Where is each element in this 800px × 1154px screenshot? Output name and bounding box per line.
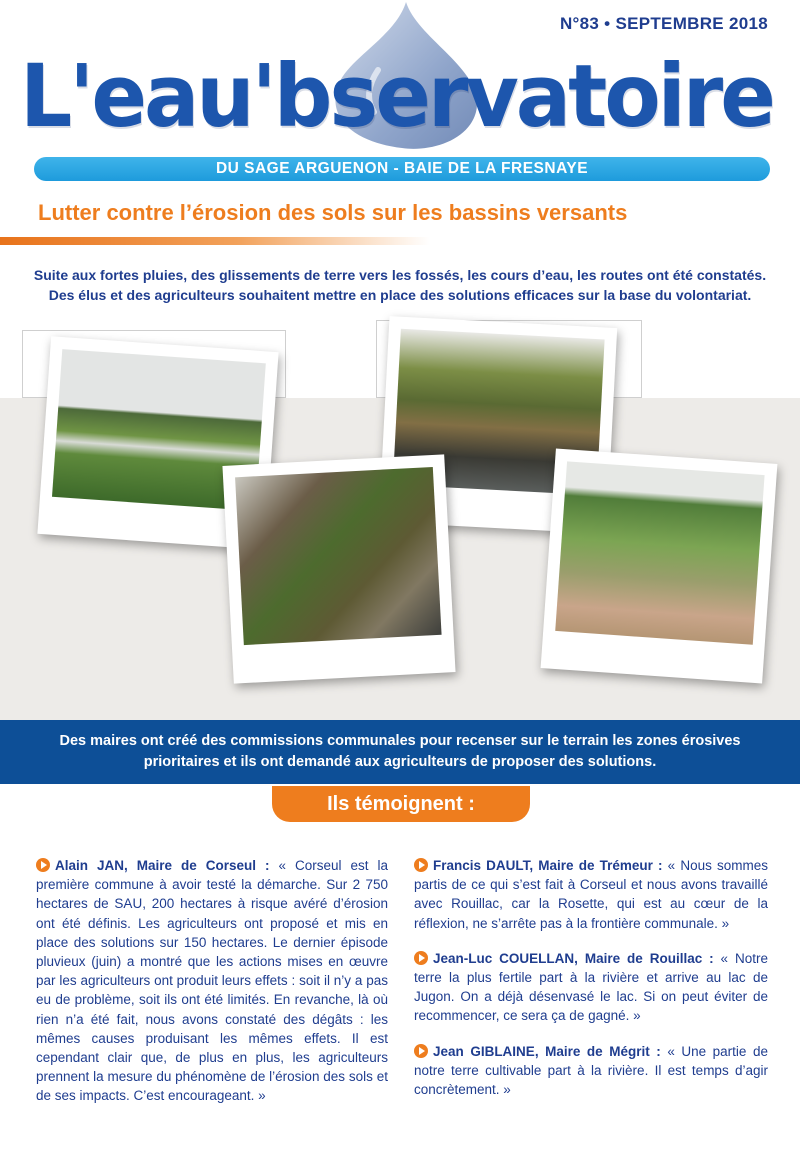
subtitle-bar: [34, 157, 770, 181]
photo-roadside-landslide: [222, 454, 455, 683]
arrow-bullet-icon: [414, 858, 428, 872]
testimony-speaker: Jean GIBLAINE, Maire de Mégrit :: [433, 1043, 661, 1059]
testimony-speaker: Jean-Luc COUELLAN, Maire de Rouillac :: [433, 950, 714, 966]
testimony-quote: « Notre terre la plus fertile part à la rivière et arrive au lac de Jugon. On a déjà désenvasé le lac. Si on peut éviter de recommencer, ce sera ça de gagné. »: [414, 950, 768, 1024]
arrow-bullet-icon: [414, 951, 428, 965]
testimony-speaker: Francis DAULT, Maire de Trémeur :: [433, 858, 663, 873]
section-title-pill: [272, 786, 530, 822]
testimony-speaker: Alain JAN, Maire de Corseul :: [55, 858, 270, 873]
section-title: Ils témoignent :: [327, 792, 475, 815]
masthead: [0, 40, 800, 160]
arrow-bullet-icon: [414, 1044, 428, 1058]
subtitle-text: DU SAGE ARGUENON - BAIE DE LA FRESNAYE: [215, 160, 589, 177]
orange-divider: [0, 237, 430, 245]
photo-eroded-crop-field: [541, 449, 778, 684]
intro-paragraph: Suite aux fortes pluies, des glissements de terre vers les fossés, les cours d’eau, les routes ont été constatés. Des élus et des agriculteurs souhaitent mettre en place des solutions efficaces sur la base du volontariat.: [33, 267, 767, 303]
testimony: [414, 856, 768, 933]
testimony: [414, 949, 768, 1026]
arrow-bullet-icon: [36, 858, 50, 872]
headline: Lutter contre l’érosion des sols sur les bassins versants: [38, 200, 628, 225]
banner-text: Des maires ont créé des commissions communales pour recenser sur le terrain les zones érosives prioritaires et ils ont demandé aux agriculteurs de proposer des solutions.: [59, 733, 741, 770]
testimony-quote: « Nous sommes partis de ce qui s’est fait à Corseul et nous avons travaillé avec Rouillac, car la Rosette, qui est au cœur de la réflexion, ne s’arrête pas à la frontière communale. »: [414, 858, 768, 931]
testimony: [414, 1042, 768, 1100]
masthead-title: L'eau'bservatoire: [20, 47, 773, 148]
testimony: [36, 856, 388, 1106]
testimony-column-right: [414, 856, 768, 1115]
testimony-quote: « Corseul est la première commune à avoir testé la démarche. Sur 2 750 hectares de SAU, 200 hectares à risque avéré d’érosion ont été définis. Les agriculteurs ont proposé et mis en place des solutions sur 150 hectares. Le dernier épisode pluvieux (juin) a montré que les actions mises en œuvre par les agriculteurs ont produit leurs effets : soit il n’y a pas eu de problème, soit ils ont été limités. En revanche, là où rien n’a été fait, nous avons constaté des dégâts : les mêmes causes produisant les mêmes effets. Il est cependant clair que, de plus en plus, les agriculteurs prennent la mesure du phénomène de l’érosion des sols et de ses impacts. C’est encourageant. »: [36, 858, 388, 1104]
testimony-column-left: [36, 856, 388, 1122]
issue-date: N°83 • SEPTEMBRE 2018: [559, 14, 768, 33]
info-banner: [0, 720, 800, 784]
testimony-quote: « Une partie de notre terre cultivable part à la rivière. Il est temps d’agir concrètement. »: [414, 1043, 768, 1098]
